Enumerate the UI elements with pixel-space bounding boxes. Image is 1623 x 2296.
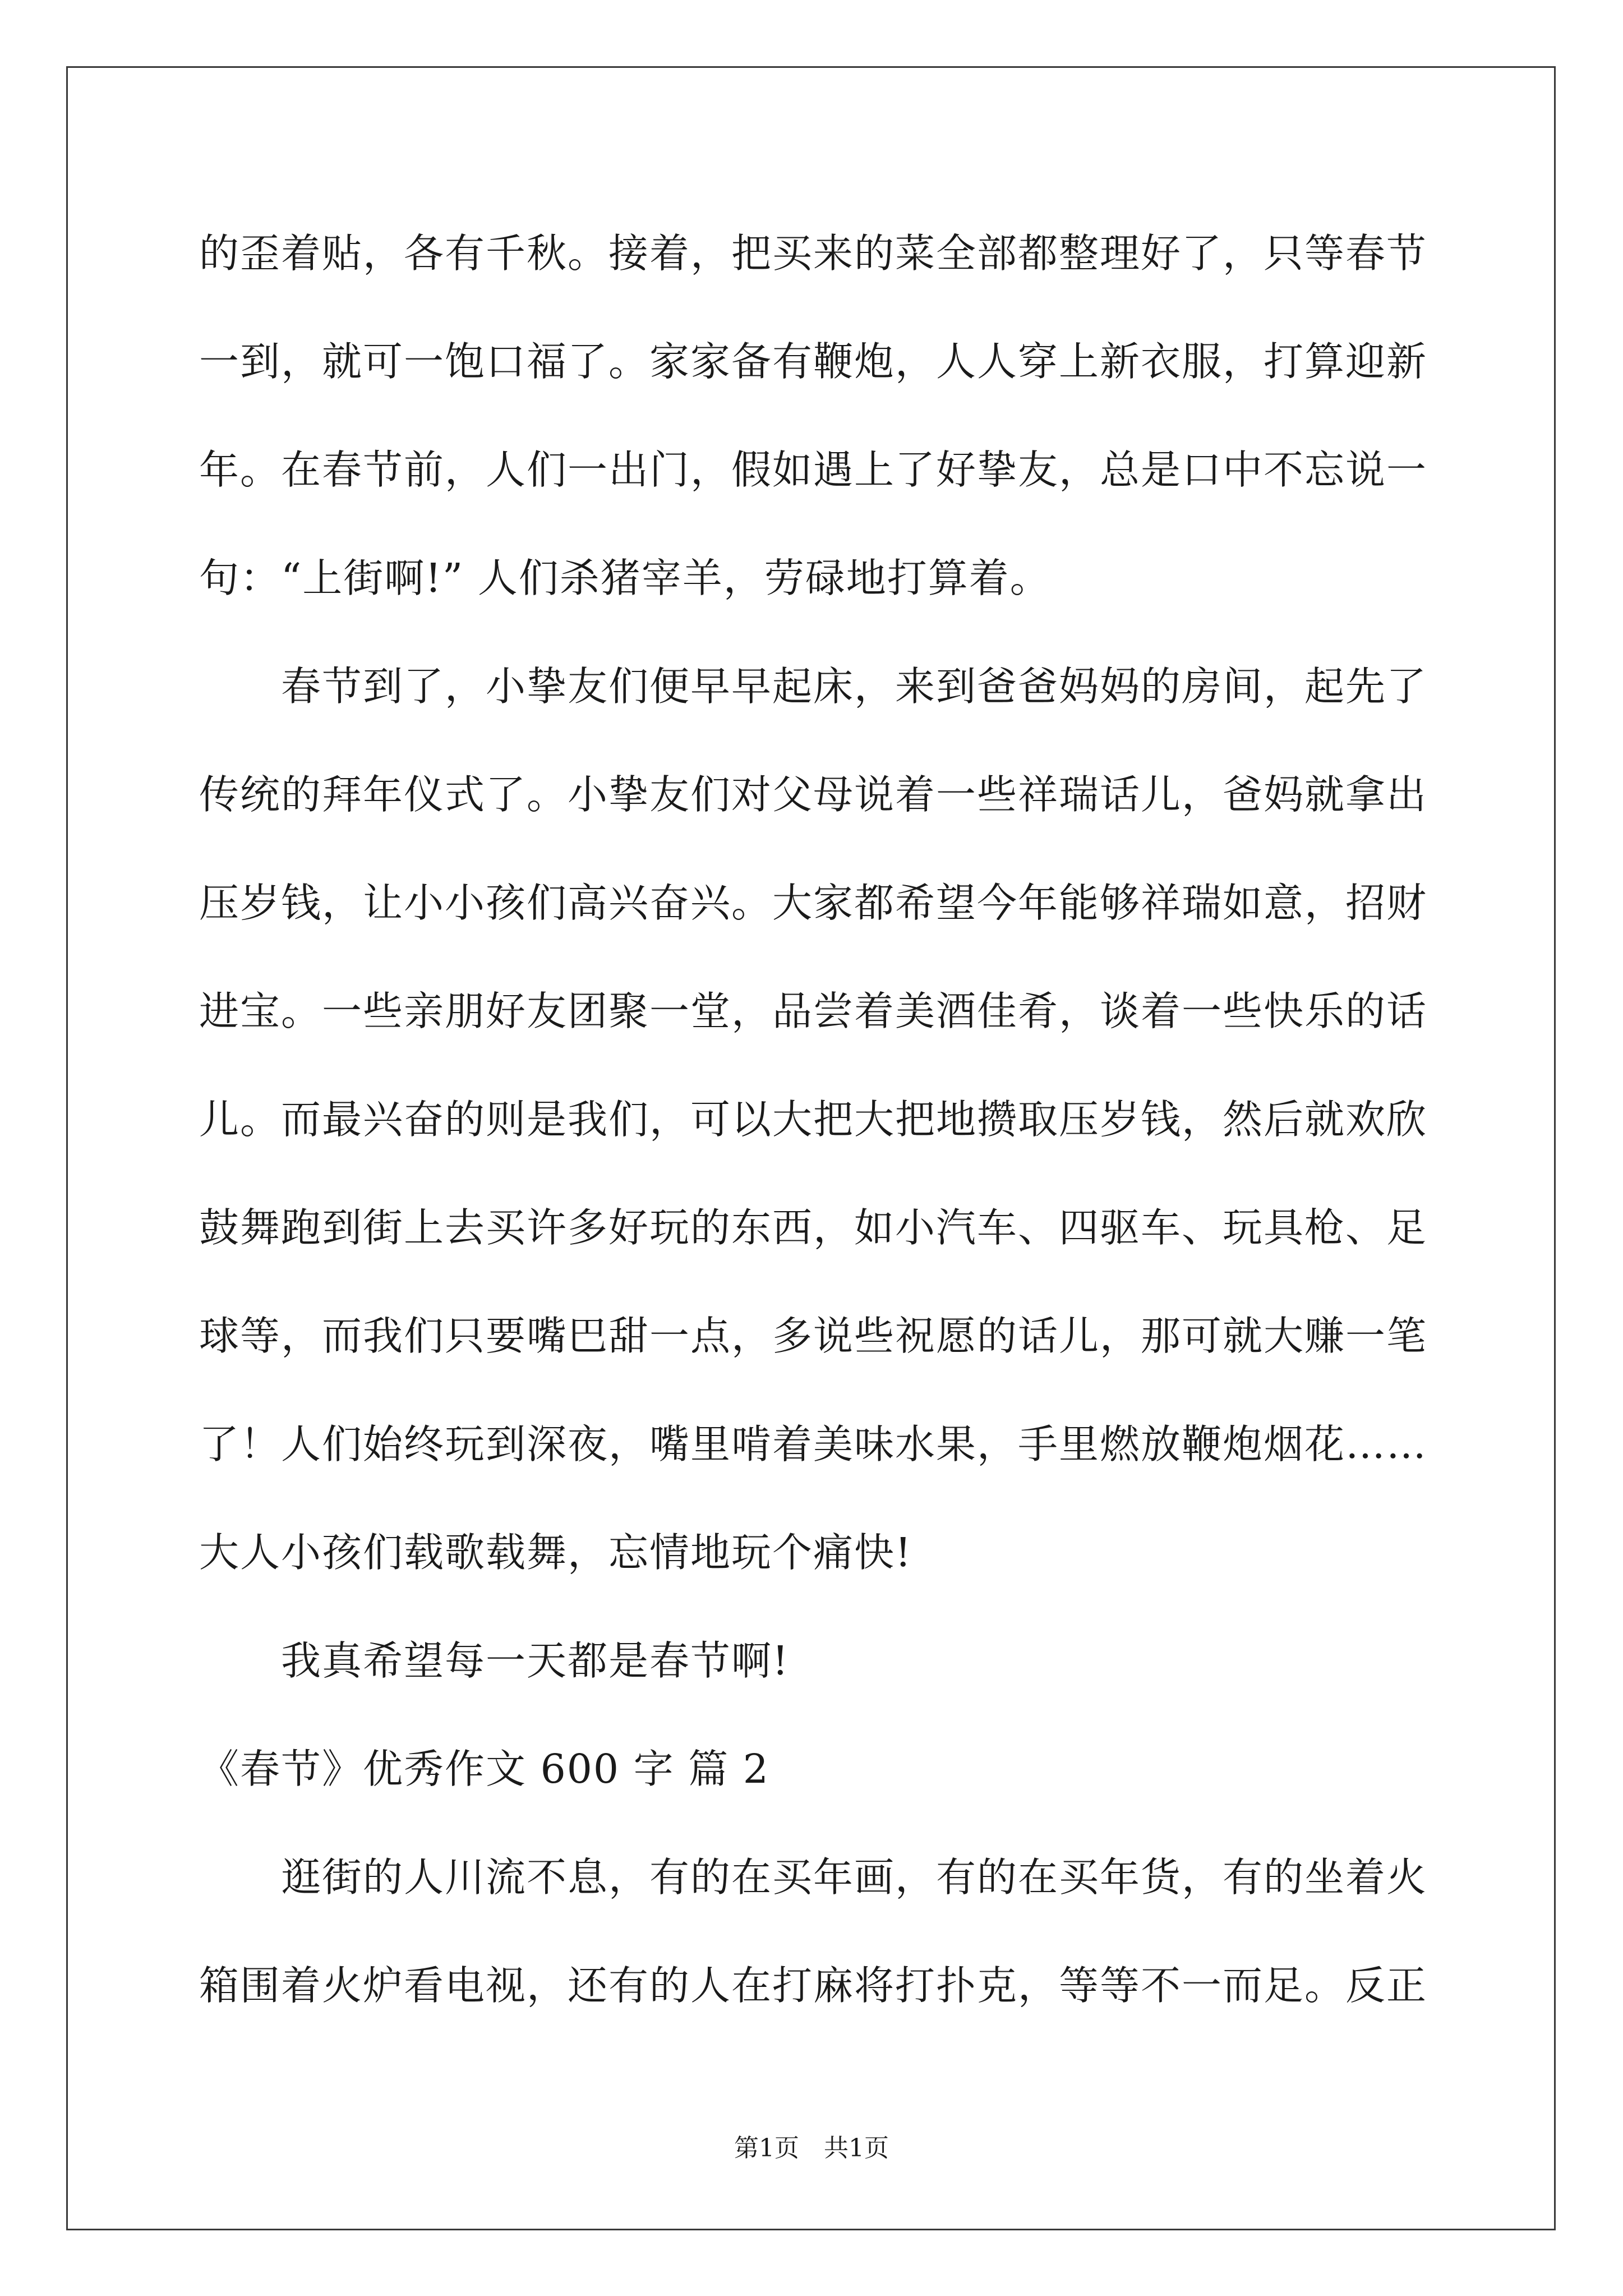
paragraph-2-line-1: 春节到了，小挚友们便早早起床，来到爸爸妈妈的房间，起先了	[199, 663, 1428, 710]
paragraph-2-line-3: 压岁钱，让小小孩们高兴奋兴。大家都希望今年能够祥瑞如意，招财	[199, 880, 1428, 926]
paragraph-1-line-3: 年。在春节前，人们一出门，假如遇上了好挚友，总是口中不忘说一	[199, 447, 1428, 493]
paragraph-2-line-8: 了！人们始终玩到深夜，嘴里啃着美味水果，手里燃放鞭炮烟花……	[199, 1421, 1428, 1467]
paragraph-1-line-1: 的歪着贴，各有千秋。接着，把买来的菜全部都整理好了，只等春节	[199, 230, 1428, 277]
paragraph-2-line-4: 进宝。一些亲朋好友团聚一堂，品尝着美酒佳肴，谈着一些快乐的话	[199, 988, 1428, 1034]
paragraph-2-line-9: 大人小孩们载歌载舞，忘情地玩个痛快!	[199, 1529, 912, 1576]
paragraph-2-line-2: 传统的拜年仪式了。小挚友们对父母说着一些祥瑞话儿，爸妈就拿出	[199, 771, 1428, 818]
paragraph-4-line-2: 箱围着火炉看电视，还有的人在打麻将打扑克，等等不一而足。反正	[199, 1962, 1428, 2009]
paragraph-1-line-2: 一到，就可一饱口福了。家家备有鞭炮，人人穿上新衣服，打算迎新	[199, 338, 1428, 385]
paragraph-2-line-6: 鼓舞跑到街上去买许多好玩的东西，如小汽车、四驱车、玩具枪、足	[199, 1204, 1428, 1251]
page-footer: 第1页 共1页	[734, 2134, 889, 2162]
paragraph-2-line-5: 儿。而最兴奋的则是我们，可以大把大把地攒取压岁钱，然后就欢欣	[199, 1096, 1428, 1143]
section-heading: 《春节》优秀作文 600 字 篇 2	[199, 1746, 769, 1792]
paragraph-4-line-1: 逛街的人川流不息，有的在买年画，有的在买年货，有的坐着火	[199, 1854, 1428, 1901]
paragraph-2-line-7: 球等，而我们只要嘴巴甜一点，多说些祝愿的话儿，那可就大赚一笔	[199, 1313, 1428, 1359]
paragraph-3-line-1: 我真希望每一天都是春节啊!	[199, 1637, 790, 1684]
document-body	[199, 199, 1433, 2040]
paragraph-1-line-4: 句：“上街啊!” 人们杀猪宰羊，劳碌地打算着。	[199, 555, 1051, 601]
